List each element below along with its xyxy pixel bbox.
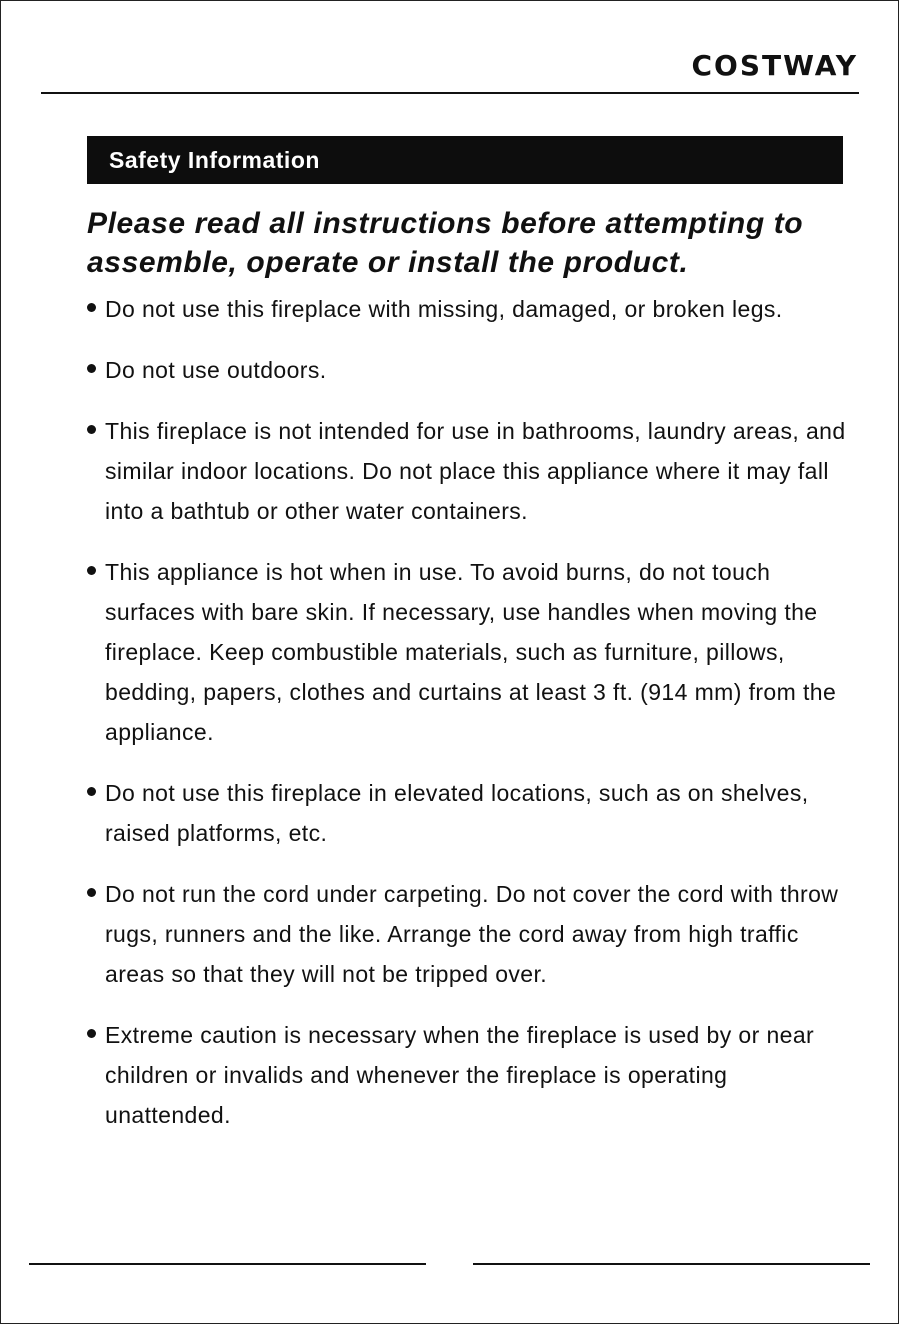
list-item (87, 773, 857, 853)
bullet-dot-icon (87, 1029, 96, 1038)
list-item (87, 411, 857, 531)
list-item-text: This fireplace is not intended for use in bathrooms, laundry areas, and similar indoor locations. Do not place this appliance where it may fall into a bathtub or other water containers. (105, 418, 846, 524)
bullet-dot-icon (87, 364, 96, 373)
list-item (87, 874, 857, 994)
list-item-text: This appliance is hot when in use. To avoid burns, do not touch surfaces with bare skin. If necessary, use handles when moving the fireplace. Keep combustible materials, such as furniture, pillows, bedding, papers, clothes and curtains at least 3 ft. (914 mm) from the appliance. (105, 559, 837, 745)
list-item-text: Do not use outdoors. (105, 357, 327, 383)
list-item (87, 350, 857, 390)
safety-list (87, 289, 857, 1156)
list-item (87, 1015, 857, 1135)
list-item-text: Extreme caution is necessary when the fireplace is used by or near children or invalids and whenever the fireplace is operating unattended. (105, 1022, 815, 1128)
footer-divider-right (473, 1263, 870, 1265)
footer-divider-left (29, 1263, 426, 1265)
list-item (87, 289, 857, 329)
bullet-dot-icon (87, 303, 96, 312)
brand-logo: COSTWAY (691, 49, 858, 82)
bullet-dot-icon (87, 425, 96, 434)
list-item-text: Do not run the cord under carpeting. Do not cover the cord with throw rugs, runners and the like. Arrange the cord away from high traffic areas so that they will not be tripped over. (105, 881, 839, 987)
section-title: Safety Information (87, 136, 843, 184)
bullet-dot-icon (87, 787, 96, 796)
intro-heading: Please read all instructions before attempting to assemble, operate or install the product. (87, 207, 804, 279)
list-item-text: Do not use this fireplace with missing, damaged, or broken legs. (105, 296, 783, 322)
list-item-text: Do not use this fireplace in elevated locations, such as on shelves, raised platforms, etc. (105, 780, 809, 846)
header-divider (41, 92, 859, 94)
bullet-dot-icon (87, 888, 96, 897)
bullet-dot-icon (87, 566, 96, 575)
list-item (87, 552, 857, 752)
